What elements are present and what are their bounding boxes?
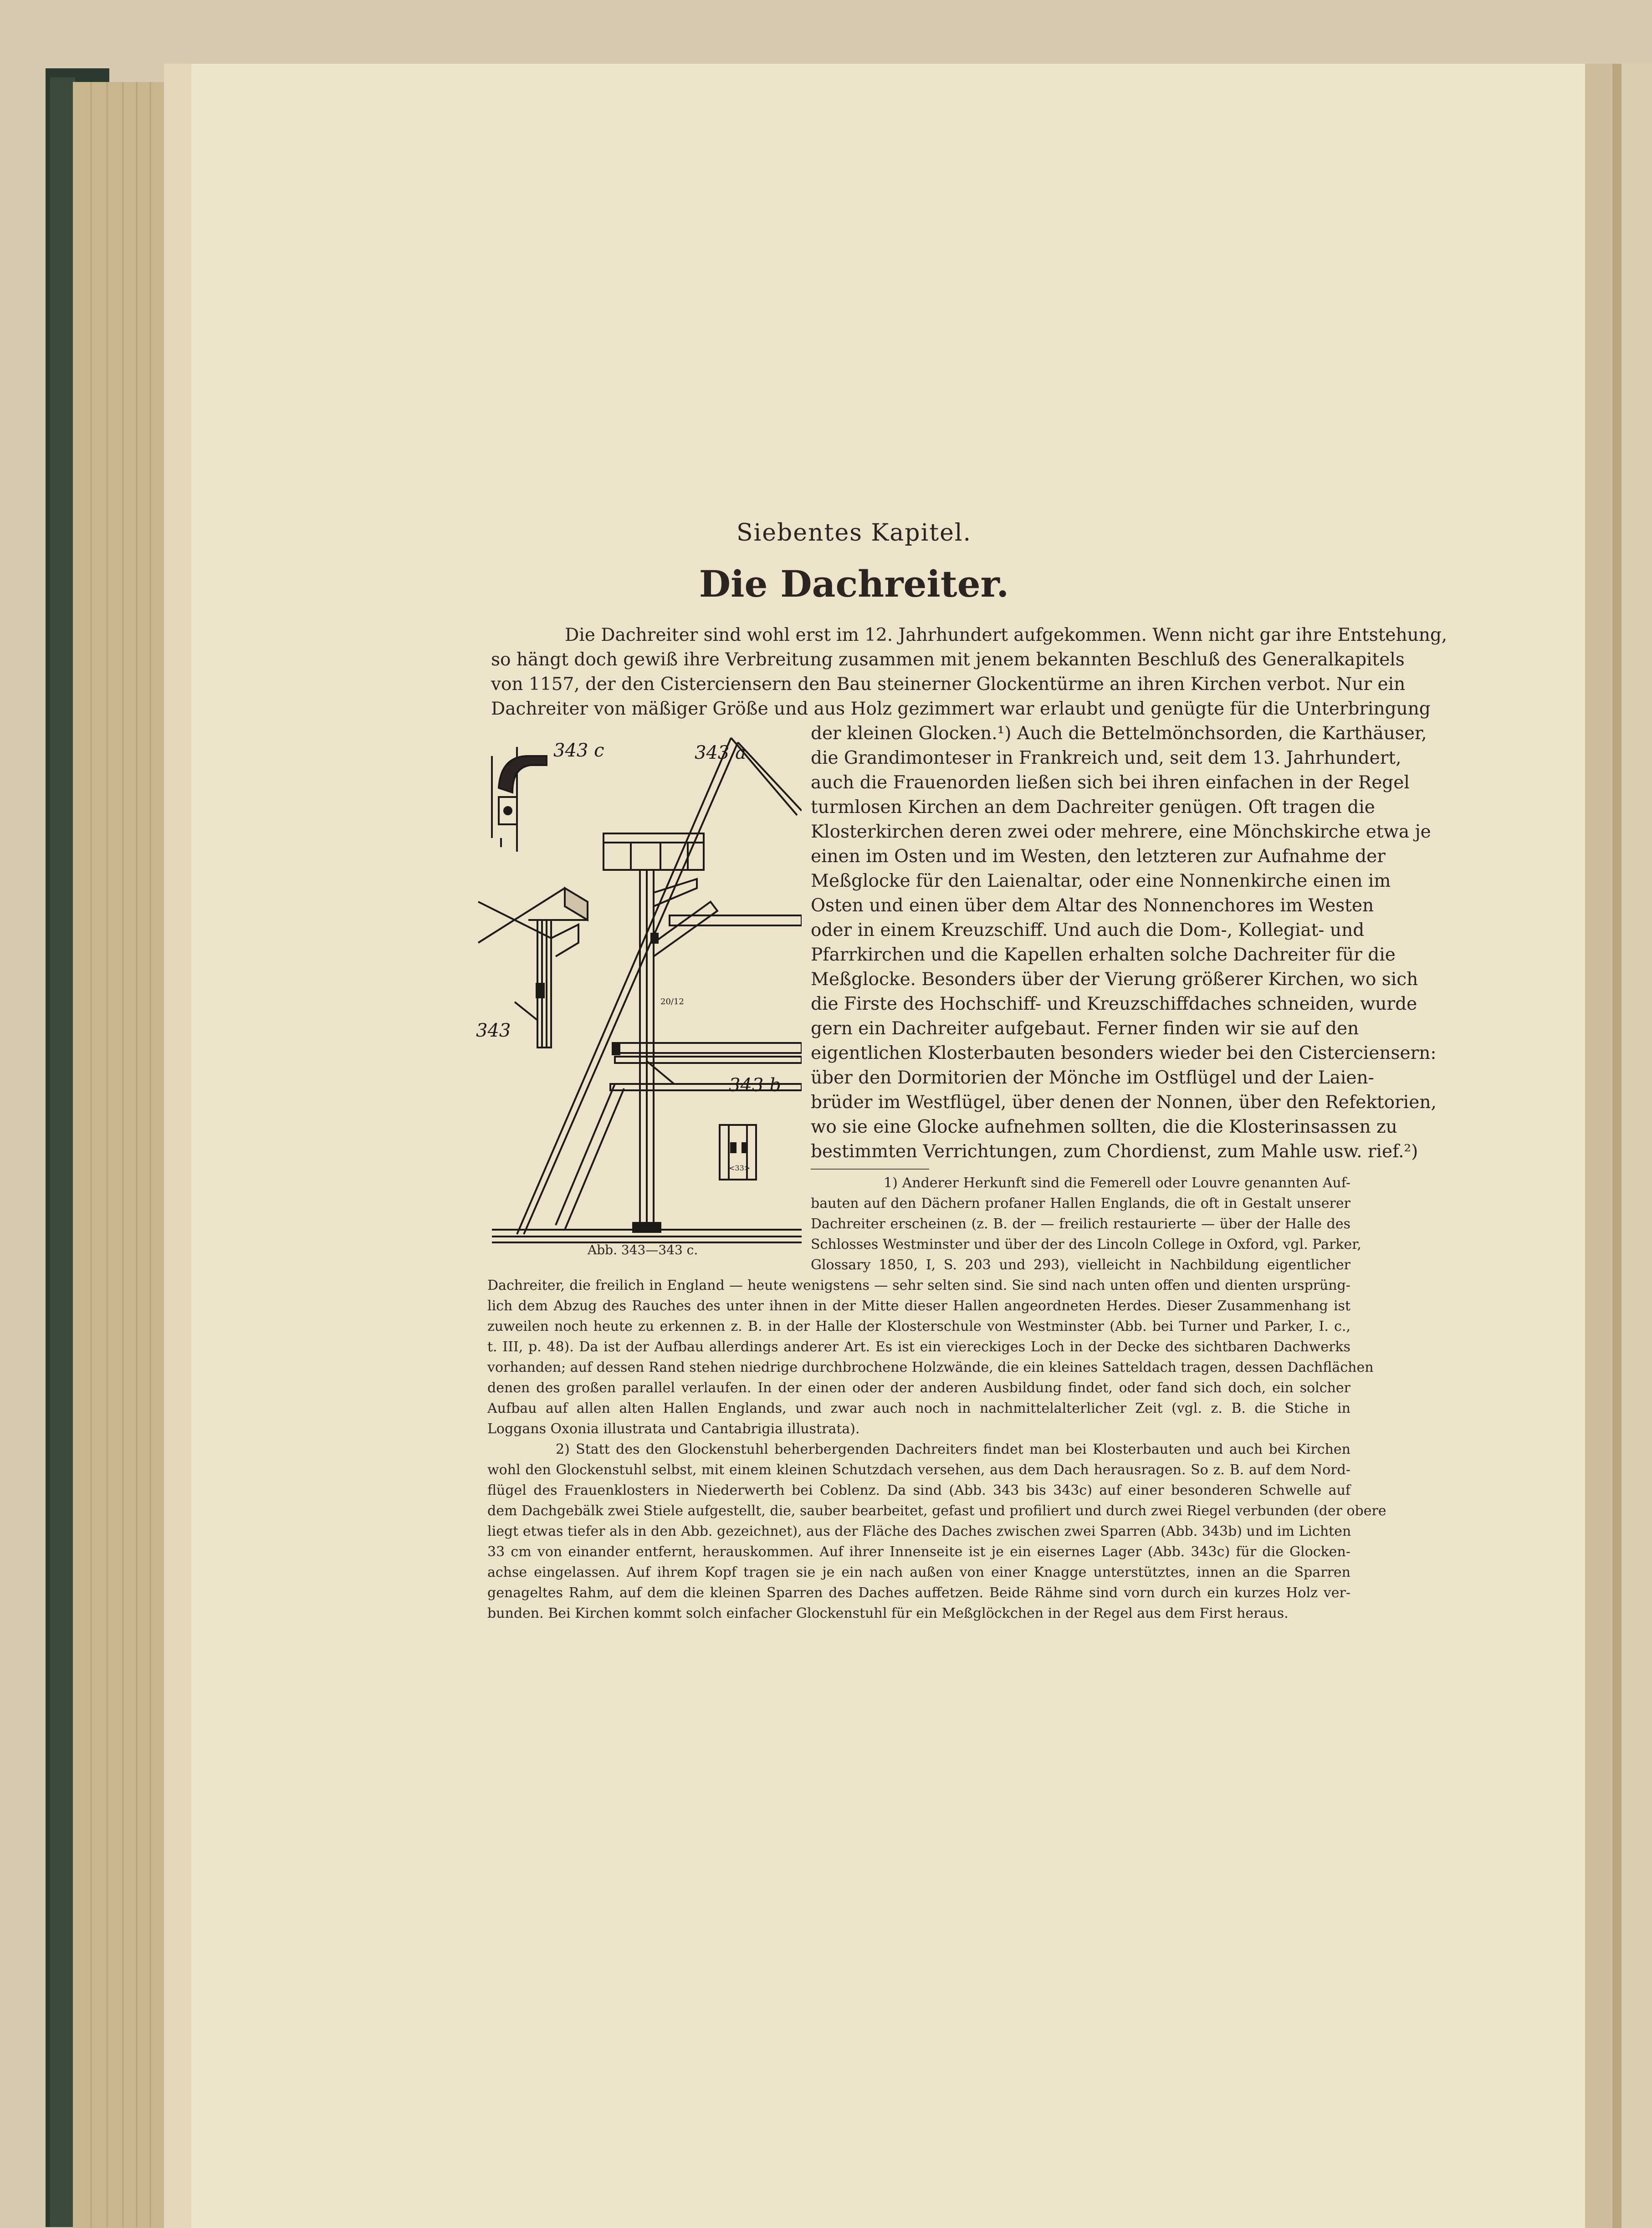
footnote-line: Loggans Oxonia illustrata und Cantabrigia illustrata).: [487, 1421, 860, 1437]
body-line: turmlosen Kirchen an dem Dachreiter genügen. Oft tragen die: [811, 797, 1375, 818]
footnote-separator: [811, 1169, 929, 1170]
chapter-heading: Siebentes Kapitel.: [736, 519, 972, 547]
body-line: Meßglocke. Besonders über der Vierung größerer Kirchen, wo sich: [811, 969, 1418, 990]
footnote-line: vorhanden; auf dessen Rand stehen niedrige durchbrochene Holzwände, die ein kleines Satteldach tragen, dessen Dachflächen: [487, 1359, 1374, 1375]
body-line: Klosterkirchen deren zwei oder mehrere, eine Mönchskirche etwa je: [811, 822, 1431, 842]
body-line: oder in einem Kreuzschiff. Und auch die Dom-, Kollegiat- und: [811, 920, 1365, 940]
footnote-line: 1) Anderer Herkunft sind die Femerell oder Louvre genannten Auf-: [884, 1175, 1350, 1191]
body-line: Osten und einen über dem Altar des Nonnenchores im Westen: [811, 895, 1374, 916]
footnote-line: zuweilen noch heute zu erkennen z. B. in der Halle der Klosterschule von Westminster (Abb. bei Turner und Parker, I. c.,: [487, 1318, 1350, 1334]
body-line: die Grandimonteser in Frankreich und, seit dem 13. Jahrhundert,: [811, 748, 1401, 768]
body-line: einen im Osten und im Westen, den letzteren zur Aufnahme der: [811, 846, 1386, 867]
footnote-line: t. III, p. 48). Da ist der Aufbau allerdings anderer Art. Es ist ein viereckiges Loch in der Decke des sichtbaren Dachwerks: [487, 1339, 1350, 1355]
body-line: gern ein Dachreiter aufgebaut. Ferner finden wir sie auf den: [811, 1018, 1359, 1039]
body-line: von 1157, der den Cisterciensern den Bau steinerner Glockentürme an ihren Kirchen verbot. Nur ein: [491, 674, 1406, 695]
page-title: Die Dachreiter.: [699, 562, 1009, 605]
figure-label-343b: 343 b: [729, 1075, 781, 1096]
body-line: über den Dormitorien der Mönche im Ostflügel und der Laien-: [811, 1068, 1374, 1088]
footnote-line: wohl den Glockenstuhl selbst, mit einem kleinen Schutzdach versehen, aus dem Dach herausragen. So z. B. auf dem Nord-: [487, 1462, 1350, 1478]
body-line: auch die Frauenorden ließen sich bei ihren einfachen in der Regel: [811, 772, 1410, 793]
figure-label-343c: 343 c: [553, 740, 604, 761]
footnote-line: Glossary 1850, I, S. 203 und 293), vielleicht in Nachbildung eigentlicher: [811, 1257, 1350, 1273]
body-line: die Firste des Hochschiff- und Kreuzschiffdaches schneiden, wurde: [811, 994, 1417, 1014]
dimension-label: 20/12: [660, 997, 684, 1007]
body-line: Pfarrkirchen und die Kapellen erhalten solche Dachreiter für die: [811, 945, 1396, 965]
body-line: bestimmten Verrichtungen, zum Chordienst, zum Mahle usw. rief.²): [811, 1141, 1418, 1162]
figure-label-343a: 343 a: [695, 742, 746, 763]
body-line: wo sie eine Glocke aufnehmen sollten, die die Klosterinsassen zu: [811, 1117, 1397, 1137]
body-line: Meßglocke für den Laienaltar, oder eine Nonnenkirche einen im: [811, 871, 1391, 891]
figure-caption: Abb. 343—343 c.: [588, 1242, 698, 1257]
footnote-line: lich dem Abzug des Rauches des unter ihnen in der Mitte dieser Hallen angeordneten Herdes. Dieser Zusammenhang ist: [487, 1298, 1350, 1314]
body-line: so hängt doch gewiß ihre Verbreitung zusammen mit jenem bekannten Beschluß des Generalkapitels: [491, 649, 1405, 670]
body-line: eigentlichen Klosterbauten besonders wieder bei den Cisterciensern:: [811, 1043, 1437, 1063]
body-line: Die Dachreiter sind wohl erst im 12. Jahrhundert aufgekommen. Wenn nicht gar ihre Entstehung,: [565, 625, 1447, 645]
footnote-line: Dachreiter erscheinen (z. B. der — freilich restaurierte — über der Halle des: [811, 1216, 1350, 1232]
footnote-line: bunden. Bei Kirchen kommt solch einfacher Glockenstuhl für ein Meßglöckchen in der Regel aus dem First heraus.: [487, 1605, 1289, 1621]
body-line: Dachreiter von mäßiger Größe und aus Holz gezimmert war erlaubt und genügte für die Unterbringung: [491, 699, 1431, 719]
footnote-line: dem Dachgebälk zwei Stiele aufgestellt, die, sauber bearbeitet, gefast und profiliert und durch zwei Riegel verbunden (der obere: [487, 1503, 1386, 1519]
small-dimension-label: <33>: [729, 1164, 751, 1172]
footnote-line: Dachreiter, die freilich in England — heute wenigstens — sehr selten sind. Sie sind nach unten offen und dienten ursprüng-: [487, 1278, 1350, 1293]
footnote-line: denen des großen parallel verlaufen. In der einen oder der anderen Ausbildung findet, oder fand sich doch, ein solcher: [487, 1380, 1350, 1396]
footnote-line: flügel des Frauenklosters in Niederwerth bei Coblenz. Da sind (Abb. 343 bis 343c) auf einer besonderen Schwelle auf: [487, 1482, 1350, 1498]
footnote-line: 33 cm von einander entfernt, herauskommen. Auf ihrer Innenseite ist je ein eisernes Lager (Abb. 343c) für die Glocken-: [487, 1544, 1350, 1560]
footnote-line: Aufbau auf allen alten Hallen Englands, und zwar auch noch in nachmittelalterlicher Zeit (vgl. z. B. die Stiche in: [487, 1400, 1350, 1416]
footnote-line: genageltes Rahm, auf dem die kleinen Sparren des Daches auffetzen. Beide Rähme sind vorn durch ein kurzes Holz ver-: [487, 1585, 1350, 1601]
figure-label-343: 343: [476, 1020, 511, 1041]
footnote-line: bauten auf den Dächern profaner Hallen Englands, die oft in Gestalt unserer: [811, 1196, 1350, 1211]
footnote-line: 2) Statt des den Glockenstuhl beherbergenden Dachreiters findet man bei Klosterbauten und auch bei Kirchen: [556, 1441, 1350, 1457]
bell-frame-illustration: [474, 729, 802, 1248]
footnote-line: Schlosses Westminster und über der des Lincoln College in Oxford, vgl. Parker,: [811, 1237, 1361, 1252]
footnote-line: liegt etwas tiefer als in den Abb. gezeichnet), aus der Fläche des Daches zwischen zwei Sparren (Abb. 343b) und im Lichten: [487, 1523, 1351, 1539]
body-line: der kleinen Glocken.¹) Auch die Bettelmönchsorden, die Karthäuser,: [811, 723, 1427, 744]
footnote-line: achse eingelassen. Auf ihrem Kopf tragen sie je ein nach außen von einer Knagge unterstütztes, innen an die Sparren: [487, 1564, 1350, 1580]
body-line: brüder im Westflügel, über denen der Nonnen, über den Refektorien,: [811, 1092, 1437, 1113]
